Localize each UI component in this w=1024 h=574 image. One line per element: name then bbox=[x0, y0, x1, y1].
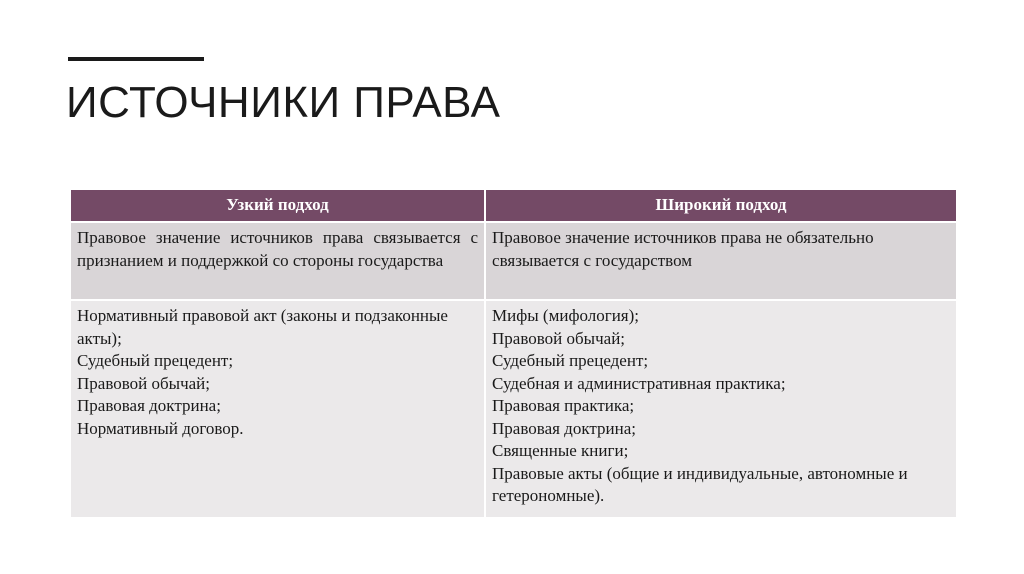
table-row bbox=[70, 300, 957, 518]
list-item: Мифы (мифология); bbox=[492, 306, 639, 325]
list-item: Правовой обычай; bbox=[77, 373, 210, 393]
list-item: Судебная и административная практика; bbox=[492, 373, 786, 393]
list-item: Священные книги; bbox=[492, 441, 629, 460]
list-item: Правовая доктрина; bbox=[492, 418, 636, 438]
list-item: Правовой обычай; bbox=[492, 328, 626, 348]
table-header-row bbox=[70, 190, 957, 222]
slide-title: ИСТОЧНИКИ ПРАВА bbox=[66, 78, 501, 127]
list-item: Правовая доктрина; bbox=[77, 396, 221, 415]
narrow-sources-cell bbox=[70, 300, 485, 518]
list-item: Судебный прецедент; bbox=[492, 351, 649, 370]
list-item: Правовые акты (общие и индивидуальные, автономные и гетерономные). bbox=[492, 463, 908, 505]
table-row bbox=[70, 222, 957, 300]
header-broad-approach: Широкий подход bbox=[485, 190, 957, 222]
list-item: Нормативный договор. bbox=[77, 418, 244, 438]
list-item: Нормативный правовой акт (законы и подзаконные акты); bbox=[77, 306, 448, 348]
broad-sources-cell bbox=[485, 300, 957, 518]
sources-table bbox=[69, 190, 958, 519]
header-narrow-approach: Узкий подход bbox=[70, 190, 485, 222]
title-accent-bar bbox=[68, 57, 204, 61]
list-item: Судебный прецедент; bbox=[77, 351, 234, 370]
broad-definition-cell: Правовое значение источников права не обязательно связывается с государством bbox=[485, 222, 957, 300]
narrow-definition-cell: Правовое значение источников права связывается с признанием и поддержкой со стороны государства bbox=[70, 222, 485, 300]
list-item: Правовая практика; bbox=[492, 396, 635, 415]
